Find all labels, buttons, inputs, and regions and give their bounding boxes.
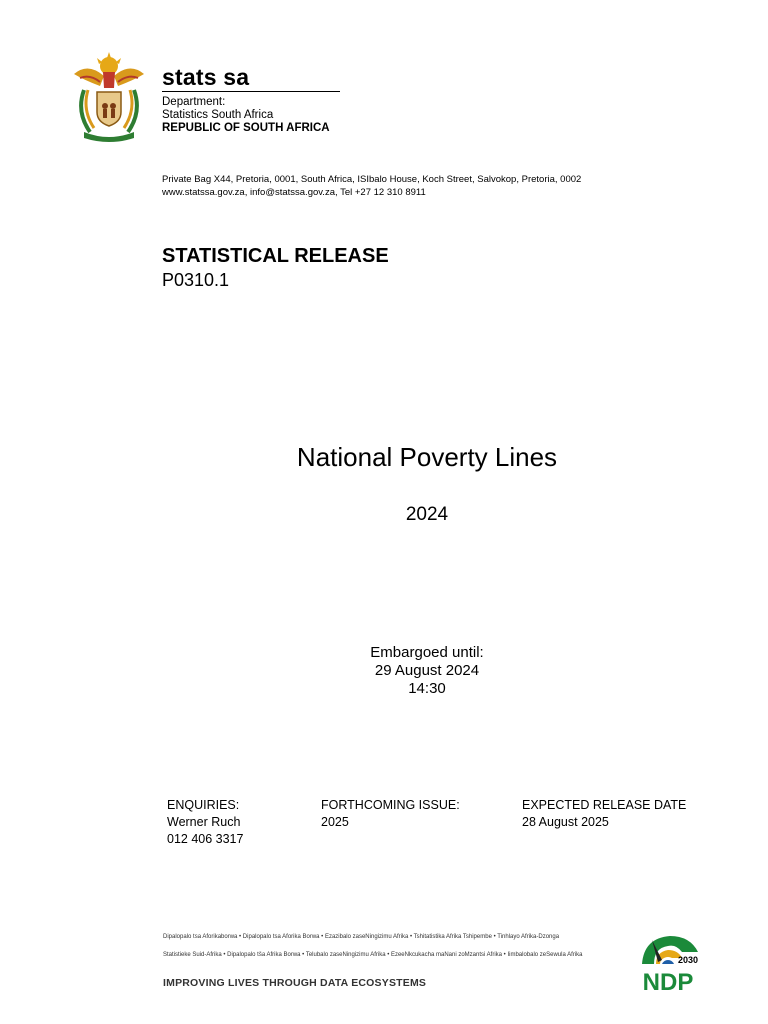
release-code: P0310.1: [162, 270, 230, 290]
brand-underline-divider: [162, 91, 340, 92]
country-name: REPUBLIC OF SOUTH AFRICA: [162, 122, 330, 134]
enquiries-label: ENQUIRIES:: [167, 798, 240, 812]
enquiries-contact-name: Werner Ruch: [167, 815, 241, 829]
footer-tagline: IMPROVING LIVES THROUGH DATA ECOSYSTEMS: [163, 977, 427, 989]
release-type-heading: STATISTICAL RELEASE: [162, 245, 389, 267]
forthcoming-issue-value: 2025: [321, 815, 349, 829]
document-year: 2024: [405, 504, 449, 525]
embargo-time: 14:30: [408, 680, 446, 697]
department-label: Department:: [162, 96, 226, 108]
forthcoming-issue-label: FORTHCOMING ISSUE:: [321, 798, 460, 812]
ndp-2030-logo: [632, 930, 702, 994]
department-name: Statistics South Africa: [162, 109, 274, 121]
expected-release-value: 28 August 2025: [522, 815, 609, 829]
multilingual-names-line-2: Statistieke Suid-Afrika • Dipalopalo tša Afrika Borwa • Telubalo zaseNingizimu Afrika • EzeeNkcukacha maNani zoMzantsi Afrika • Iimbalobalo zeSewula Afrika: [163, 952, 583, 958]
enquiries-phone: 012 406 3317: [167, 832, 244, 846]
coat-of-arms-logo: [70, 50, 148, 146]
multilingual-names-line-1: Dipalopalo tsa Aforikaborwa • Dipalopalo tsa Aforika Borwa • Ezazibalo zaseNingizimu Afrika • Tshitatistika Afrika Tshipembe • Tinhlayo Afrika-Dzonga: [163, 934, 560, 940]
expected-release-label: EXPECTED RELEASE DATE: [522, 798, 687, 812]
embargo-date: 29 August 2024: [374, 662, 480, 679]
ndp-year-text: 2030: [677, 955, 699, 965]
embargo-label: Embargoed until:: [370, 644, 484, 661]
document-title: National Poverty Lines: [296, 442, 558, 472]
postal-address: Private Bag X44, Pretoria, 0001, South Africa, ISIbalo House, Koch Street, Salvokop, Pretoria, 0002: [162, 174, 582, 185]
stats-sa-brand: stats sa: [162, 64, 250, 90]
contact-details: www.statssa.gov.za, info@statssa.gov.za, Tel +27 12 310 8911: [162, 187, 426, 198]
ndp-text: NDP: [642, 969, 694, 994]
